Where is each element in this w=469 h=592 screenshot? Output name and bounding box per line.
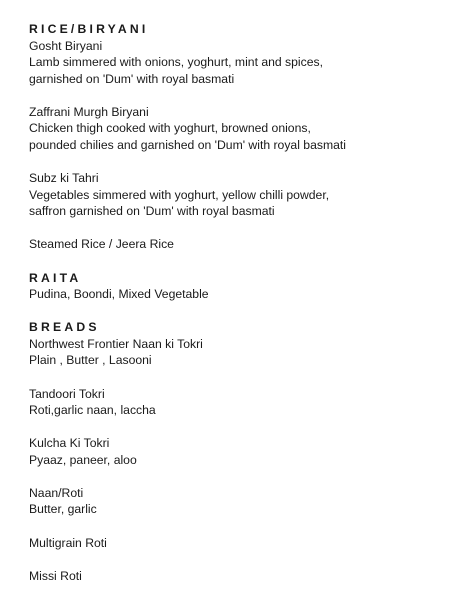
- menu-item-tandoori-tokri: [29, 386, 459, 419]
- menu-item-missi-roti: [29, 568, 459, 585]
- section-heading: RAITA: [29, 270, 82, 285]
- menu-item-multigrain-roti: [29, 535, 459, 552]
- section-raita: [29, 270, 459, 303]
- section-heading: RICE/BIRYANI: [29, 22, 149, 36]
- menu-item-subz-ki-tahri: [29, 170, 459, 220]
- item-name: Kulcha Ki Tokri: [29, 436, 110, 451]
- item-name: Subz ki Tahri: [29, 171, 99, 186]
- section-heading: BREADS: [29, 320, 100, 335]
- item-name: Gosht Biryani: [29, 38, 103, 53]
- item-description: Chicken thigh cooked with yoghurt, browned onions,: [29, 121, 311, 136]
- item-description: garnished on 'Dum' with royal basmati: [29, 71, 235, 86]
- item-description: Plain , Butter , Lasooni: [29, 353, 152, 368]
- item-name: Tandoori Tokri: [29, 386, 105, 401]
- menu-item-steamed-rice: [29, 236, 459, 253]
- item-description: Lamb simmered with onions, yoghurt, mint and spices,: [29, 55, 323, 70]
- section-rice-biryani: [29, 21, 459, 253]
- item-name: Missi Roti: [29, 568, 82, 583]
- item-name: Multigrain Roti: [29, 535, 107, 550]
- menu-item-kulcha-ki-tokri: [29, 435, 459, 468]
- menu-page: [29, 21, 459, 584]
- section-breads: [29, 319, 459, 584]
- item-name: Naan/Roti: [29, 485, 84, 500]
- item-description: Pudina, Boondi, Mixed Vegetable: [29, 287, 209, 302]
- item-description: Roti,garlic naan, laccha: [29, 403, 156, 418]
- menu-item-zaffrani-murgh-biryani: [29, 104, 459, 154]
- item-description: Pyaaz, paneer, aloo: [29, 452, 137, 467]
- item-description: Butter, garlic: [29, 502, 97, 517]
- item-description: pounded chilies and garnished on 'Dum' with royal basmati: [29, 138, 346, 153]
- menu-item-gosht-biryani: [29, 38, 459, 88]
- item-description: Vegetables simmered with yoghurt, yellow chilli powder,: [29, 187, 330, 202]
- item-name: Steamed Rice / Jeera Rice: [29, 237, 174, 252]
- item-description: saffron garnished on 'Dum' with royal basmati: [29, 204, 275, 219]
- menu-item-naan-roti: [29, 485, 459, 518]
- item-name: Northwest Frontier Naan ki Tokri: [29, 336, 203, 351]
- item-name: Zaffrani Murgh Biryani: [29, 104, 149, 119]
- menu-item-naan-ki-tokri: [29, 336, 459, 369]
